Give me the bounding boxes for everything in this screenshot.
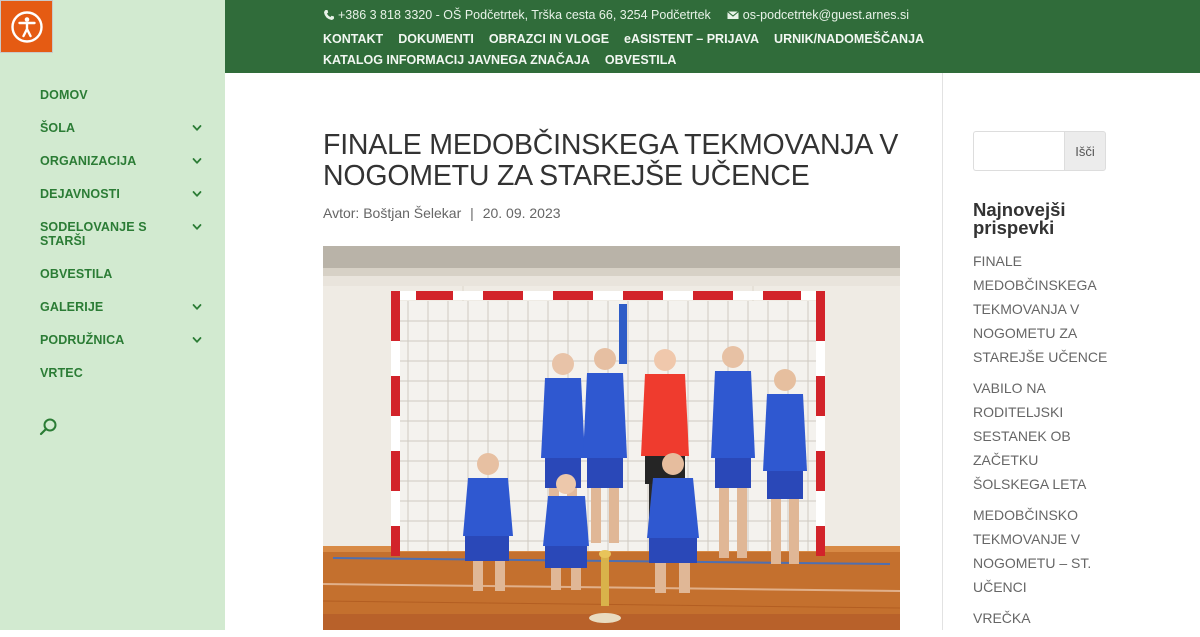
top-nav-item-5[interactable]: KATALOG INFORMACIJ JAVNEGA ZNAČAJA [323, 53, 590, 67]
sidebar-item-label: PODRUŽNICA [40, 333, 125, 347]
sidebar-item-label: VRTEC [40, 366, 83, 380]
recent-posts-list [973, 249, 1108, 630]
sidebar-item-8[interactable] [40, 366, 210, 380]
chevron-down-icon[interactable] [191, 221, 203, 233]
chevron-down-icon[interactable] [191, 301, 203, 313]
sidebar-item-2[interactable] [40, 154, 210, 168]
sidebar-item-label: DEJAVNOSTI [40, 187, 120, 201]
post-content [323, 130, 903, 221]
sidebar-item-0[interactable] [40, 88, 210, 102]
post-title: FINALE MEDOBČINSKEGA TEKMOVANJA V NOGOMETU ZA STAREJŠE UČENCE [323, 129, 899, 192]
sidebar-item-label: ŠOLA [40, 121, 76, 135]
chevron-down-icon[interactable] [191, 155, 203, 167]
sidebar-item-3[interactable] [40, 187, 210, 201]
top-nav-item-4[interactable]: URNIK/NADOMEŠČANJA [774, 32, 925, 46]
search-icon[interactable] [39, 417, 59, 437]
top-nav-item-1[interactable]: DOKUMENTI [398, 32, 474, 46]
left-sidebar [0, 0, 225, 630]
search-input[interactable] [973, 131, 1064, 171]
content-divider [942, 73, 943, 630]
contact-info [323, 8, 909, 22]
sidebar-item-1[interactable] [40, 121, 210, 135]
sidebar-item-label: OBVESTILA [40, 267, 113, 281]
sidebar-item-5[interactable] [40, 267, 210, 281]
recent-post-link[interactable]: VABILO NA RODITELJSKI SESTANEK OB ZAČETKU ŠOLSKEGA LETA [973, 380, 1087, 492]
accessibility-button[interactable] [0, 0, 53, 53]
post-date: 20. 09. 2023 [482, 205, 561, 221]
recent-post-link[interactable]: MEDOBČINSKO TEKMOVANJE V NOGOMETU – ST. UČENCI [973, 507, 1092, 595]
sidebar-search [973, 131, 1108, 171]
author-link[interactable]: Boštjan Šelekar [363, 205, 462, 221]
recent-posts-title: Najnovejši prispevki [973, 199, 1066, 238]
chevron-down-icon[interactable] [191, 334, 203, 346]
sidebar-item-7[interactable] [40, 333, 210, 347]
chevron-down-icon[interactable] [191, 122, 203, 134]
sidebar-item-label: DOMOV [40, 88, 88, 102]
email-link[interactable]: os-podcetrtek@guest.arnes.si [742, 8, 910, 22]
accessibility-icon [10, 10, 44, 44]
envelope-icon [727, 9, 739, 21]
sidebar-item-label: GALERIJE [40, 300, 104, 314]
top-navigation [323, 29, 943, 71]
top-nav-item-2[interactable]: OBRAZCI IN VLOGE [488, 32, 610, 46]
post-meta [323, 205, 903, 221]
phone-icon [323, 9, 335, 21]
top-nav-item-0[interactable]: KONTAKT [323, 32, 384, 46]
author-prefix: Avtor: [323, 205, 360, 221]
top-nav-item-6[interactable]: OBVESTILA [604, 53, 677, 67]
featured-image [323, 246, 900, 630]
recent-post-link[interactable]: FINALE MEDOBČINSKEGA TEKMOVANJA V NOGOMETU ZA STAREJŠE UČENCE [973, 253, 1108, 365]
main-navigation [40, 88, 210, 399]
sidebar-item-label: ORGANIZACIJA [40, 154, 137, 168]
sidebar-item-6[interactable] [40, 300, 210, 314]
top-header [225, 0, 1200, 73]
sidebar-item-4[interactable] [40, 220, 210, 248]
right-sidebar [973, 131, 1108, 637]
top-nav-item-3[interactable]: eASISTENT – PRIJAVA [624, 32, 760, 46]
search-button[interactable]: Išči [1064, 131, 1106, 171]
phone-address-text[interactable]: +386 3 818 3320 - OŠ Podčetrtek, Trška cesta 66, 3254 Podčetrtek [338, 8, 711, 22]
recent-post-link[interactable]: VREČKA [973, 610, 1031, 626]
meta-separator: | [470, 205, 474, 221]
sidebar-item-label: SODELOVANJE S STARŠI [40, 220, 147, 248]
chevron-down-icon[interactable] [191, 188, 203, 200]
